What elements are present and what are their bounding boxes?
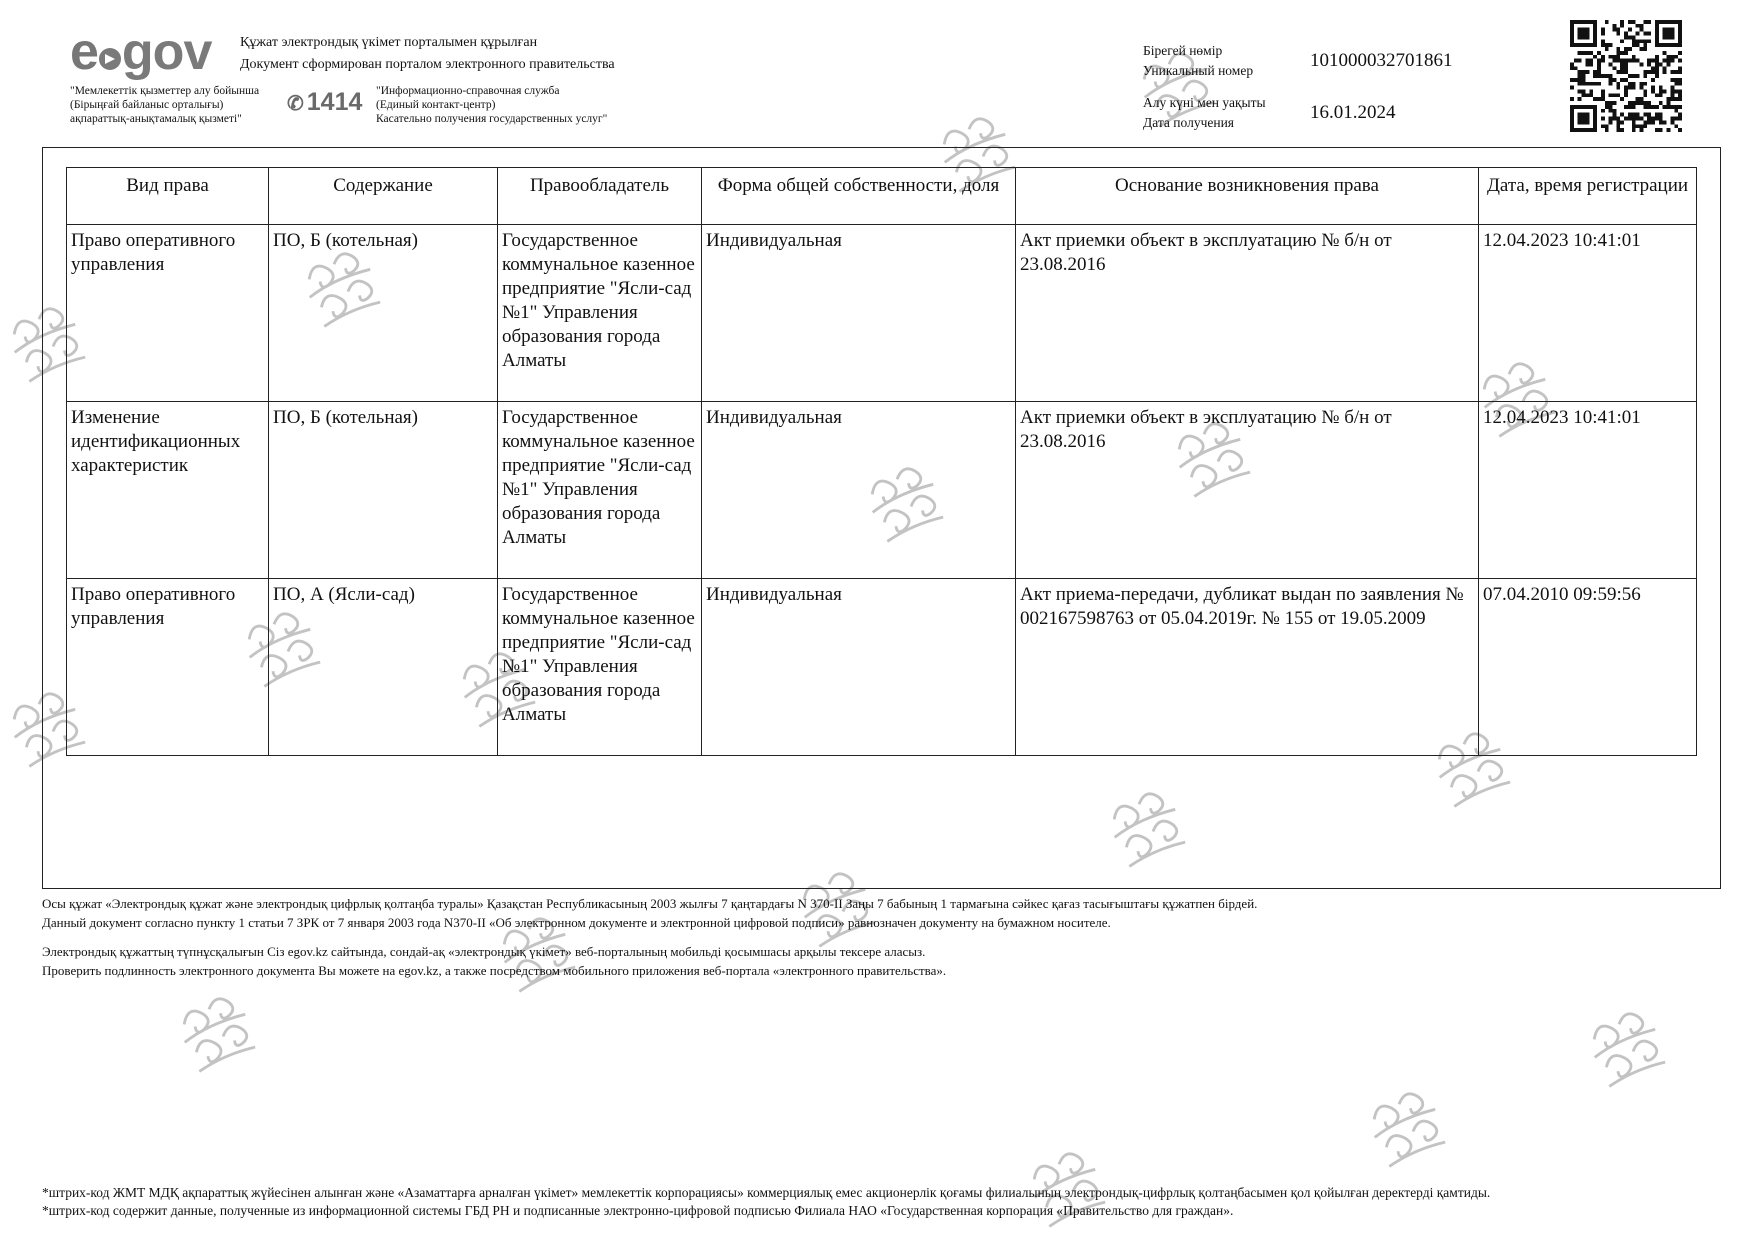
table-cell: Акт приемки объект в эксплуатацию № б/н от 23.08.2016 bbox=[1016, 402, 1479, 579]
col-header: Дата, время регистрации bbox=[1479, 168, 1697, 225]
col-header: Основание возникновения права bbox=[1016, 168, 1479, 225]
rights-table bbox=[66, 167, 1697, 756]
phone-icon: ✆ bbox=[287, 93, 304, 115]
table-cell: Индивидуальная bbox=[702, 225, 1016, 402]
verify-note-kz: Электрондық құжаттың түпнұсқалығын Сіз egov.kz сайтында, сондай-ақ «электрондық үкімет» веб-порталының мобильді қосымшасы арқылы тексере аласыз. bbox=[42, 944, 926, 959]
ornament-watermark-icon bbox=[157, 972, 279, 1094]
date-received-value: 16.01.2024 bbox=[1310, 102, 1396, 123]
ornament-watermark-icon bbox=[1567, 987, 1689, 1109]
table-cell: Государственное коммунальное казенное предприятие "Ясли-сад №1" Управления образования города Алматы bbox=[498, 225, 702, 402]
logo-arrow-icon bbox=[99, 48, 121, 70]
egov-logo: e gov bbox=[70, 23, 212, 81]
table-cell: Право оперативного управления bbox=[67, 579, 269, 756]
footer-barcode-note-ru: *штрих-код содержит данные, полученные из информационной системы ГБД РН и подписанные электронно-цифровой подписью Филиала НАО «Государственная корпорация «Правительство для граждан». bbox=[42, 1203, 1234, 1218]
phone-number: ✆ 1414 bbox=[287, 88, 363, 116]
table-cell: Государственное коммунальное казенное предприятие "Ясли-сад №1" Управления образования города Алматы bbox=[498, 402, 702, 579]
footer-barcode-note-kz: *штрих-код ЖМТ МДҚ ақпараттық жүйесінен алынған және «Азаматтарға арналған үкімет» мемлекеттік корпорациясы» коммерциялық емес акционерлік қоғамы филиалының электрондық-цифрлық қолтаңбасымен қол қойылған деректерді қамтиды. bbox=[42, 1185, 1491, 1200]
verify-note-ru: Проверить подлинность электронного документа Вы можете на egov.kz, а также посредством мобильного приложения веб-портала «электронного правительства». bbox=[42, 963, 947, 978]
col-header: Содержание bbox=[269, 168, 498, 225]
portal-text-ru: Документ сформирован порталом электронного правительства bbox=[240, 57, 615, 72]
table-cell: ПО, А (Ясли-сад) bbox=[269, 579, 498, 756]
table-row bbox=[67, 225, 1697, 402]
contact-center-ru: "Информационно-справочная служба (Единый контакт-центр) Касательно получения государственных услуг" bbox=[376, 85, 608, 125]
qr-code-icon bbox=[1570, 20, 1682, 132]
table-cell: Государственное коммунальное казенное предприятие "Ясли-сад №1" Управления образования города Алматы bbox=[498, 579, 702, 756]
col-header: Правообладатель bbox=[498, 168, 702, 225]
table-header-row bbox=[67, 168, 1697, 225]
table-cell: Право оперативного управления bbox=[67, 225, 269, 402]
ornament-watermark-icon bbox=[1347, 1067, 1469, 1189]
unique-number-value: 101000032701861 bbox=[1310, 50, 1453, 71]
table-cell: Индивидуальная bbox=[702, 579, 1016, 756]
unique-number-label: Бірегей нөмір Уникальный номер bbox=[1143, 43, 1254, 78]
col-header: Форма общей собственности, доля bbox=[702, 168, 1016, 225]
date-received-label: Алу күні мен уақыты Дата получения bbox=[1143, 95, 1266, 130]
legal-note-ru: Данный документ согласно пункту 1 статьи 7 ЗРК от 7 января 2003 года N370-II «Об электронном документе и электронной цифровой подписи» равнозначен документу на бумажном носителе. bbox=[42, 915, 1111, 930]
table-row bbox=[67, 579, 1697, 756]
table-cell: Акт приема-передачи, дубликат выдан по заявления № 002167598763 от 05.04.2019г. № 155 от 19.05.2009 bbox=[1016, 579, 1479, 756]
table-cell: ПО, Б (котельная) bbox=[269, 225, 498, 402]
table-row bbox=[67, 402, 1697, 579]
table-cell: Индивидуальная bbox=[702, 402, 1016, 579]
table-cell: ПО, Б (котельная) bbox=[269, 402, 498, 579]
table-cell: 12.04.2023 10:41:01 bbox=[1479, 225, 1697, 402]
contact-center-kz: "Мемлекеттік қызметтер алу бойынша (Бірыңғай байланыс орталығы) ақпараттық-анықтамалық қызметі" bbox=[70, 85, 260, 125]
table-cell: Изменение идентификационных характеристик bbox=[67, 402, 269, 579]
legal-note-kz: Осы құжат «Электрондық құжат және электрондық цифрлық қолтаңба туралы» Қазақстан Республикасының 2003 жылғы 7 қаңтардағы N 370-II Заңы 7 бабының 1 тармағына сәйкес қағаз тасығыштағы құжатпен бірдей. bbox=[42, 896, 1258, 911]
table-cell: 12.04.2023 10:41:01 bbox=[1479, 402, 1697, 579]
table-cell: 07.04.2010 09:59:56 bbox=[1479, 579, 1697, 756]
portal-text-kz: Құжат электрондық үкімет порталымен құрылған bbox=[240, 35, 538, 50]
table-cell: Акт приемки объект в эксплуатацию № б/н от 23.08.2016 bbox=[1016, 225, 1479, 402]
col-header: Вид права bbox=[67, 168, 269, 225]
